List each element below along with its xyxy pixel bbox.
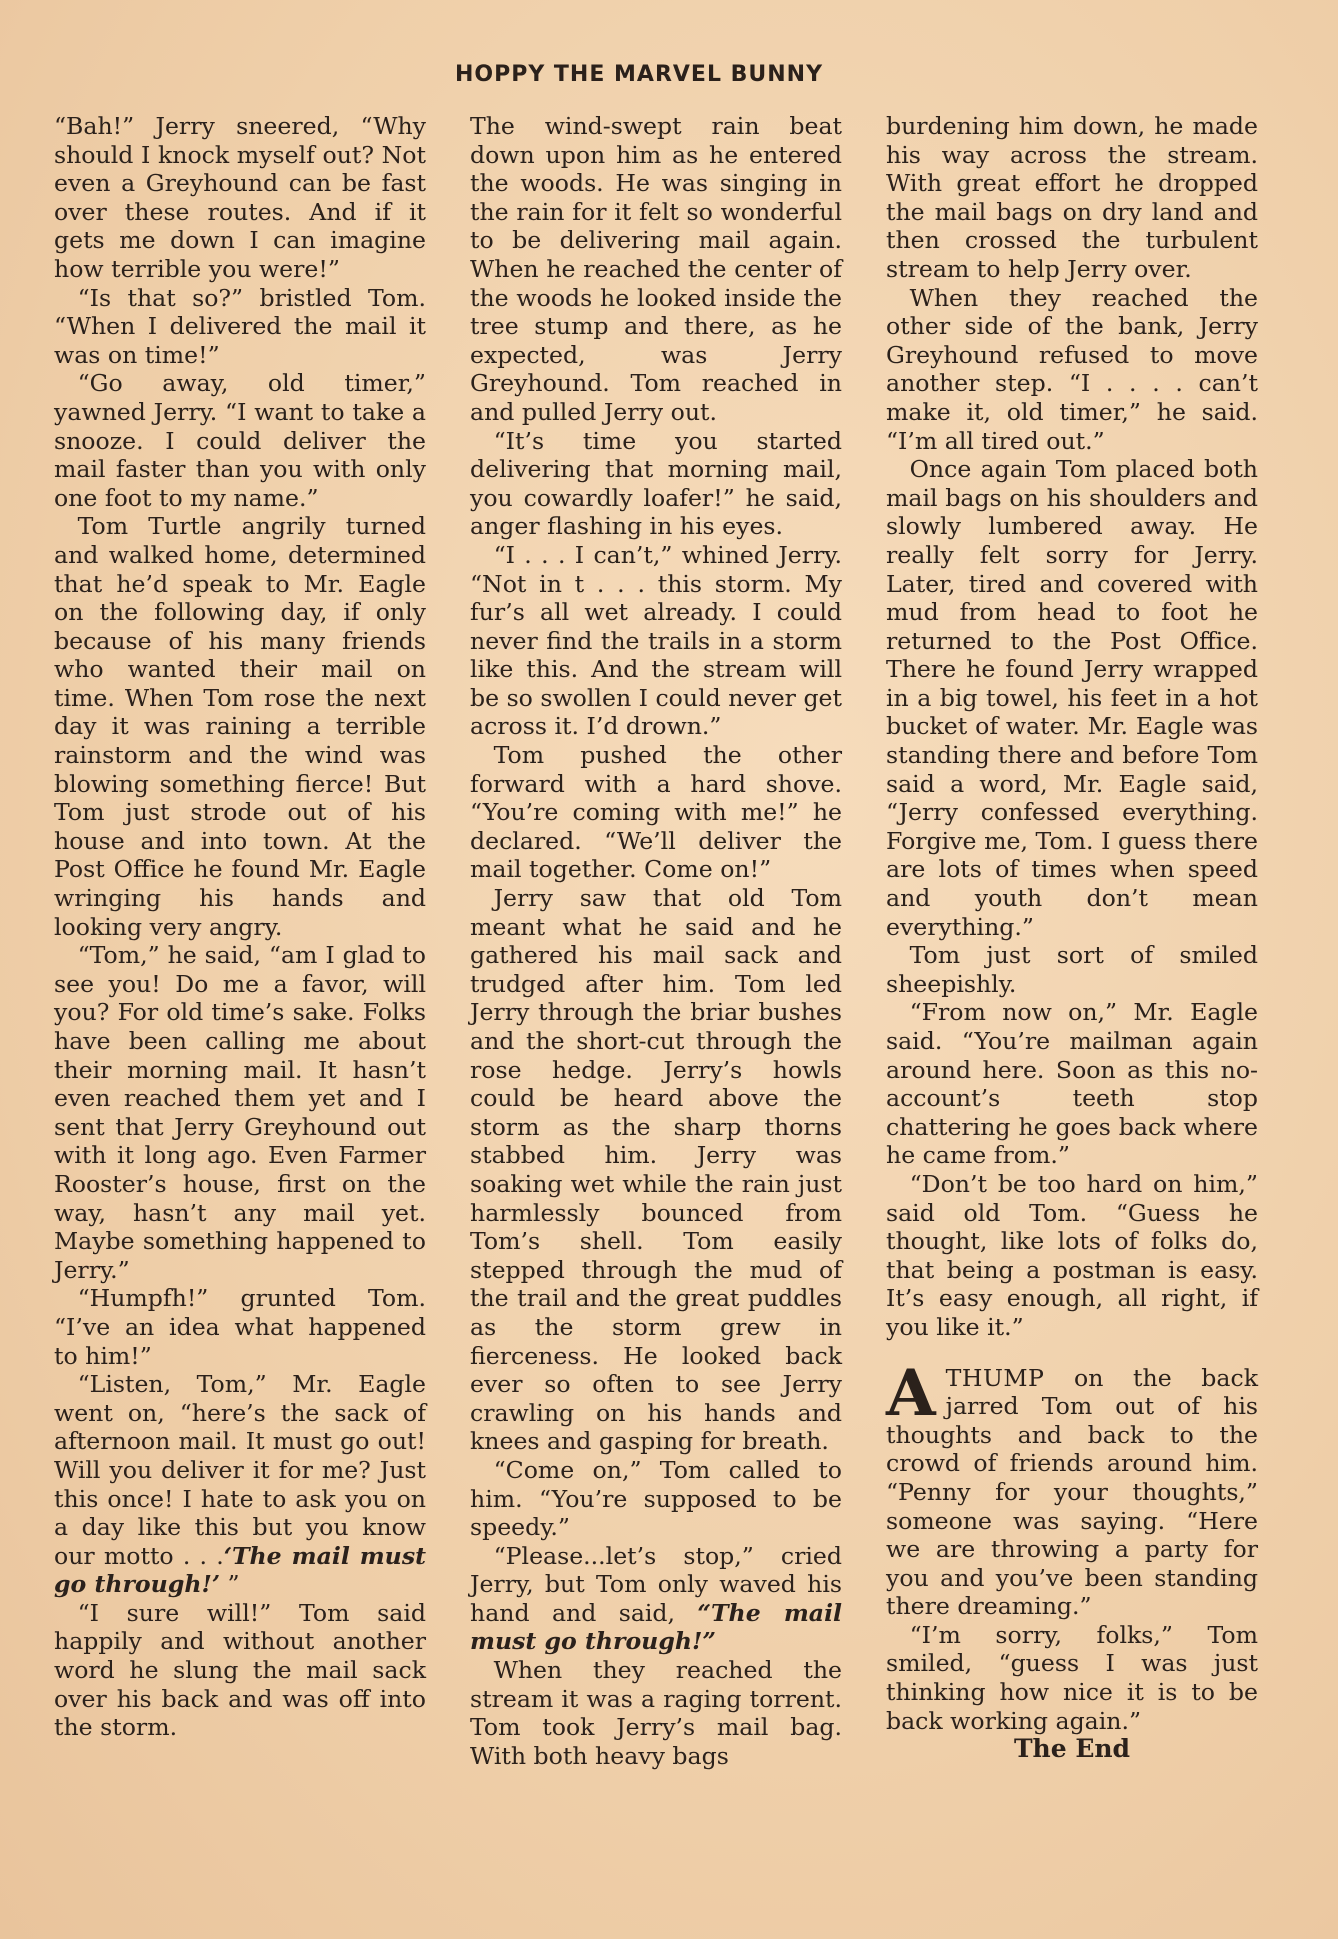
paragraph: Tom Turtle angrily turned and walked home, determined that he’d speak to Mr. Eagle on the following day, if only because of his many friends who wanted their mail on time. When Tom rose the next day it was raining a terrible rainstorm and the wind was blowing something fierce! But Tom just strode out of his house and into town. At the Post Office he found Mr. Eagle wringing his hands and looking very angry. <box>54 512 426 941</box>
the-end-label: The End <box>1013 1734 1131 1764</box>
story-column-2 <box>470 112 842 1770</box>
lead-word: THUMP <box>945 1363 1045 1392</box>
paragraph: The wind-swept rain beat down upon him as he entered the woods. He was singing in the rain for it felt so wonderful to be delivering mail again. When he reached the center of the woods he looked inside the tree stump and there, as he expected, was Jerry Greyhound. Tom reached in and pulled Jerry out. <box>470 112 842 426</box>
paragraph-text: on the back jarred Tom out of his thoughts and back to the crowd of friends around him. “Penny for your thoughts,” someone was saying. “Here we are throwing a party for you and you’ve been standing there dreaming.” <box>886 1363 1258 1621</box>
motto-text: “The mail must go through!” <box>470 1598 842 1656</box>
paragraph: “Is that so?” bristled Tom. “When I delivered the mail it was on time!” <box>54 283 426 369</box>
paragraph: “I’m sorry, folks,” Tom smiled, “guess I was just thinking how nice it is to be back working again.” <box>886 1620 1258 1735</box>
paragraph: Once again Tom placed both mail bags on his shoulders and slowly lumbered away. He really felt sorry for Jerry. Later, tired and covered with mud from head to foot he returned to the Post Office. There he found Jerry wrapped in a big towel, his feet in a hot bucket of water. Mr. Eagle was standing there and before Tom said a word, Mr. Eagle said, “Jerry confessed everything. Forgive me, Tom. I guess there are lots of times when speed and youth don’t mean everything.” <box>886 455 1258 941</box>
paragraph: When they reached the stream it was a raging torrent. Tom took Jerry’s mail bag. With both heavy bags <box>470 1656 842 1770</box>
paragraph: “Go away, old timer,” yawned Jerry. “I want to take a snooze. I could deliver the mail faster than you with only one foot to my name.” <box>54 369 426 512</box>
paragraph-text: “Listen, Tom,” Mr. Eagle went on, “here’s the sack of afternoon mail. It must go out! Will you deliver it for me? Just this once! I hate to ask you on a day like this but you know our motto . . . <box>54 1370 426 1570</box>
drop-cap-letter: A <box>886 1355 936 1431</box>
paragraph: “Tom,” he said, “am I glad to see you! Do me a favor, will you? For old time’s sake. Folks have been calling me about their morning mail. It hasn’t even reached them yet and I sent that Jerry Greyhound out with it long ago. Even Farmer Rooster’s house, first on the way, hasn’t any mail yet. Maybe something happened to Jerry.” <box>54 941 426 1284</box>
story-column-1 <box>54 112 426 1742</box>
paragraph-text: “Please...let’s stop,” cried Jerry, but Tom only waved his hand and said, <box>470 1541 842 1627</box>
paragraph: “Humpfh!” grunted Tom. “I’ve an idea what happened to him!” <box>54 1284 426 1370</box>
paragraph <box>470 1542 842 1656</box>
paragraph: When they reached the other side of the bank, Jerry Greyhound refused to move another step. “I . . . . can’t make it, old timer,” he said. “I’m all tired out.” <box>886 283 1258 455</box>
paragraph: “Come on,” Tom called to him. “You’re supposed to be speedy.” <box>470 1455 842 1542</box>
paragraph: Tom just sort of smiled sheepishly. <box>886 941 1258 998</box>
paragraph: “Bah!” Jerry sneered, “Why should I knock myself out? Not even a Greyhound can be fast over these routes. And if it gets me down I can imagine how terrible you were!” <box>54 112 426 283</box>
paragraph: burdening him down, he made his way across the stream. With great effort he dropped the mail bags on dry land and then crossed the turbulent stream to help Jerry over. <box>886 112 1258 283</box>
paragraph: “I . . . I can’t,” whined Jerry. “Not in t . . . this storm. My fur’s all wet already. I could never find the trails in a storm like this. And the stream will be so swollen I could never get across it. I’d drown.” <box>470 540 842 741</box>
drop-cap-paragraph <box>886 1355 1258 1621</box>
paragraph: “It’s time you started delivering that morning mail, you cowardly loafer!” he said, anger flashing in his eyes. <box>470 426 842 541</box>
page-title: HOPPY THE MARVEL BUNNY <box>454 62 824 87</box>
story-column-3 <box>886 112 1258 1764</box>
paragraph: “I sure will!” Tom said happily and without another word he slung the mail sack over his back and was off into the storm. <box>54 1598 426 1742</box>
closing-quote: ” <box>220 1570 240 1599</box>
paragraph: “Don’t be too hard on him,” said old Tom. “Guess he thought, like lots of folks do, that being a postman is easy. It’s easy enough, all right, if you like it.” <box>886 1169 1258 1341</box>
paragraph: “From now on,” Mr. Eagle said. “You’re mailman again around here. Soon as this no-account’s teeth stop chattering he goes back where he came from.” <box>886 998 1258 1170</box>
motto-text: ‘The mail must go through!’ <box>54 1541 427 1599</box>
paragraph: Jerry saw that old Tom meant what he said and he gathered his mail sack and trudged after him. Tom led Jerry through the briar bushes and the short-cut through the rose hedge. Jerry’s howls could be heard above the storm as the sharp thorns stabbed him. Jerry was soaking wet while the rain just harmlessly bounced from Tom’s shell. Tom easily stepped through the mud of the trail and the great puddles as the storm grew in fierceness. He looked back ever so often to see Jerry crawling on his hands and knees and gasping for breath. <box>470 884 842 1456</box>
paragraph <box>54 1370 426 1599</box>
paragraph: Tom pushed the other forward with a hard shove. “You’re coming with me!” he declared. “We’ll deliver the mail together. Come on!” <box>470 741 842 884</box>
